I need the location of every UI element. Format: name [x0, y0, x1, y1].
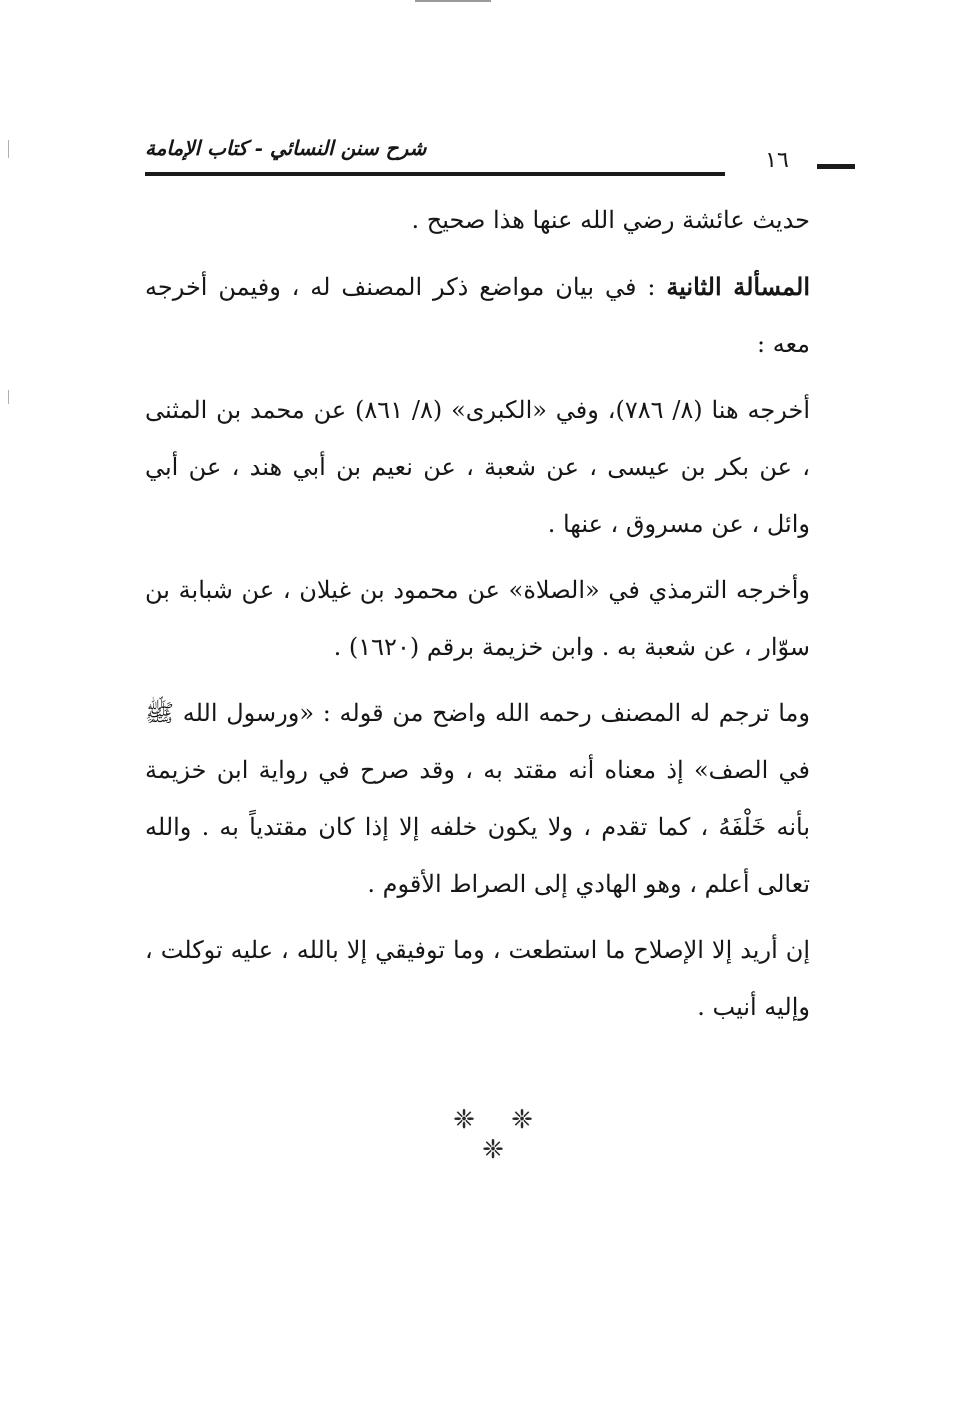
paragraph: حديث عائشة رضي الله عنها هذا صحيح .	[411, 206, 810, 234]
paragraph: إن أريد إلا الإصلاح ما استطعت ، وما توفيقي إلا بالله ، عليه توكلت ، وإليه أنيب .	[145, 936, 810, 1021]
paragraph: وأخرجه الترمذي في «الصلاة» عن محمود بن غيلان ، عن شبابة بن سوّار ، عن شعبة به . وابن خزيمة برقم (١٦٢٠) .	[145, 576, 810, 661]
header-rule	[145, 172, 725, 176]
top-edge-rule	[415, 0, 491, 2]
main-text	[145, 192, 810, 1045]
page-number-dash	[817, 164, 855, 169]
margin-mark	[8, 390, 9, 404]
margin-mark	[8, 140, 9, 158]
paragraph: وما ترجم له المصنف رحمه الله واضح من قوله : «ورسول الله ﷺ في الصف» إذ معناه أنه مقتد به ، وقد صرح في رواية ابن خزيمة بأنه خَلْفَهُ ، كما تقدم ، ولا يكون خلفه إلا إذا كان مقتدياً به . والله تعالى أعلم ، وهو الهادي إلى الصراط الأقوم .	[145, 699, 810, 898]
paragraph: أخرجه هنا (٨/ ٧٨٦)، وفي «الكبرى» (٨/ ٨٦١) عن محمد بن المثنى ، عن بكر بن عيسى ، عن شعبة ، عن نعيم بن أبي هند ، عن أبي وائل ، عن مسروق ، عنها .	[145, 396, 810, 538]
page-header	[145, 128, 855, 180]
issue-heading: المسألة الثانية	[666, 272, 811, 301]
section-separator: ❈ ❈ ❈	[453, 1105, 547, 1165]
page-number: ١٦	[765, 148, 789, 173]
issue-text: : في بيان مواضع ذكر المصنف له ، وفيمن أخرجه معه :	[145, 273, 810, 358]
issue-paragraph	[145, 258, 810, 373]
running-title: شرح سنن النسائي - كتاب الإمامة	[145, 136, 427, 160]
